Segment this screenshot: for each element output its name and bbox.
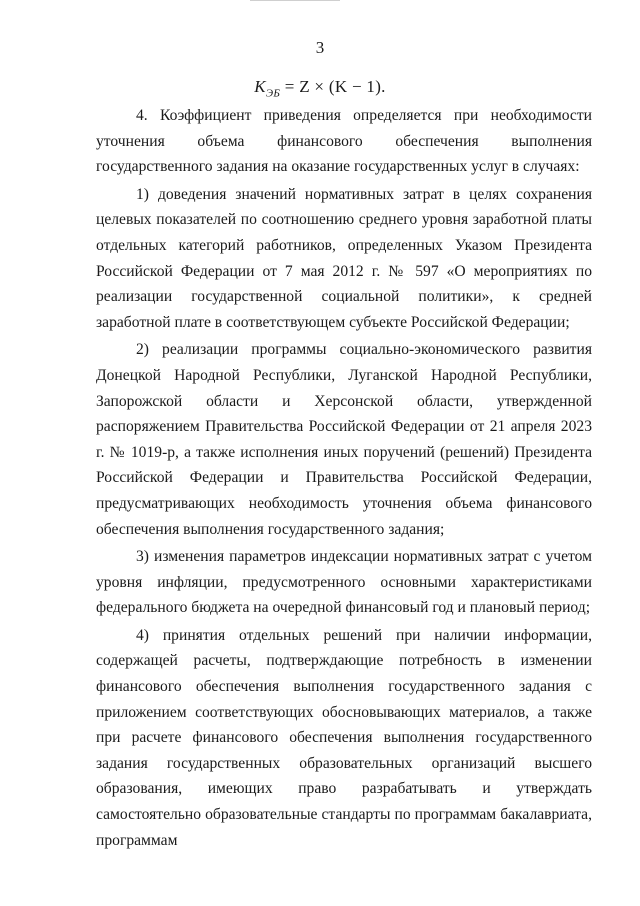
paragraph-item-1: 1) доведения значений нормативных затрат в целях сохранения целевых показателей по соотношению среднего уровня заработной платы отдельных категорий работников, определенных Указом Президента Российской Федерации от 7 мая 2012 г. № 597 «О мероприятиях по реализации государственной социальной политики», к средней заработной плате в соответствующем субъекте Российской Федерации; <box>96 185 592 331</box>
formula-rhs: = Z × (K − 1). <box>284 77 386 96</box>
top-divider <box>250 0 340 1</box>
paragraph-item-4: 4) принятия отдельных решений при наличии информации, содержащей расчеты, подтверждающие потребность в изменении финансового обеспечения выполнения государственного задания с приложением соответствующих обосновывающих материалов, а также при расчете финансового обеспечения выполнения государственного задания государственных образовательных организаций высшего образования, имеющих право разрабатывать и утверждать самостоятельно образовательные стандарты по программам бакалавриата, программам <box>96 626 592 849</box>
paragraph-item-3: 3) изменения параметров индексации нормативных затрат с учетом уровня инфляции, предусмотренного основными характеристиками федерального бюджета на очередной финансовый год и плановый период; <box>96 548 592 617</box>
paragraph-item-2: 2) реализации программы социально-экономического развития Донецкой Народной Республики, Луганской Народной Республики, Запорожской области и Херсонской области, утвержденной распоряжением Правительства Российской Федерации от 21 апреля 2023 г. № 1019-р, а также исполнения иных поручений (решений) Президента Российской Федерации и Правительства Российской Федерации, предусматривающих необходимость уточнения объема финансового обеспечения выполнения государственного задания; <box>96 341 592 538</box>
document-body <box>96 103 592 853</box>
paragraph-4-intro: 4. Коэффициент приведения определяется при необходимости уточнения объема финансового обеспечения выполнения государственного задания на оказание государственных услуг в случаях: <box>96 107 592 176</box>
formula-lhs: K <box>254 77 266 96</box>
page-number: 3 <box>315 38 325 57</box>
formula <box>0 77 640 99</box>
formula-subscript: ЭБ <box>265 87 281 100</box>
